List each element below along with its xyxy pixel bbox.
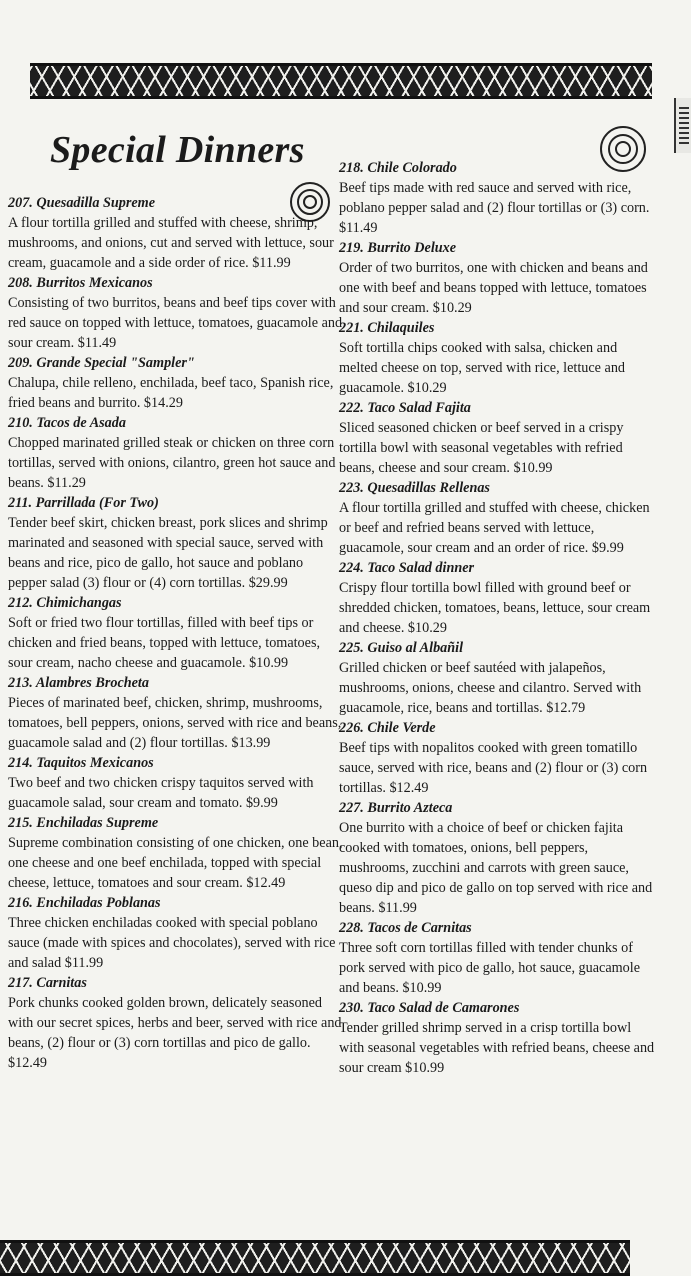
menu-item-name: 213. Alambres Brocheta <box>8 675 149 691</box>
menu-item-name: 219. Burrito Deluxe <box>339 240 457 256</box>
menu-item-description: Sliced seasoned chicken or beef served in a crispy tortilla bowl with seasonal vegetables with refried beans, cheese and sour cream. $10.99 <box>339 420 624 476</box>
menu-item-description: Tender grilled shrimp served in a crisp tortilla bowl with seasonal vegetables with refried beans, cheese and sour cream $10.99 <box>339 1020 655 1076</box>
menu-item-description: Supreme combination consisting of one chicken, one bean, one cheese and one beef enchilada, topped with special cheese, lettuce, tomatoes and sour cream. $12.49 <box>8 835 343 891</box>
menu-item-name: 207. Quesadilla Supreme <box>8 195 156 211</box>
decorative-border-top <box>30 63 652 99</box>
menu-item-description: Three chicken enchiladas cooked with special poblano sauce (made with spices and chocolates), served with rice and salad $11.99 <box>8 915 336 971</box>
menu-item-description: Grilled chicken or beef sautéed with jalapeños, mushrooms, onions, cheese and cilantro. Served with guacamole, rice, beans and tortillas. $12.79 <box>339 660 642 716</box>
page-edge-tab <box>674 98 691 153</box>
menu-item-name: 223. Quesadillas Rellenas <box>339 480 490 496</box>
menu-item-description: Chalupa, chile relleno, enchilada, beef taco, Spanish rice, fried beans and burrito. $14.29 <box>8 375 334 411</box>
menu-item <box>339 638 657 718</box>
menu-item-description: A flour tortilla grilled and stuffed with cheese, shrimp, mushrooms, and onions, cut and served with lettuce, sour cream, guacamole and a side order of rice. $11.99 <box>8 215 334 271</box>
menu-item-name: 227. Burrito Azteca <box>339 800 453 816</box>
menu-item-name: 226. Chile Verde <box>339 720 436 736</box>
menu-item-name: 215. Enchiladas Supreme <box>8 815 159 831</box>
menu-item <box>339 798 657 918</box>
menu-column-right <box>339 158 657 1078</box>
menu-item-description: Consisting of two burritos, beans and beef tips cover with red sauce on topped with lettuce, tomatoes, guacamole and sour cream. $11.49 <box>8 295 343 351</box>
menu-item-description: Chopped marinated grilled steak or chicken on three corn tortillas, served with onions, cilantro, green hot sauce and beans. $11.29 <box>8 435 336 491</box>
menu-item-description: Soft or fried two flour tortillas, filled with beef tips or chicken and fried beans, topped with lettuce, tomatoes, sour cream, nacho cheese and guacamole. $10.99 <box>8 615 321 671</box>
menu-item-name: 218. Chile Colorado <box>339 160 457 176</box>
menu-item-name: 225. Guiso al Albañil <box>339 640 464 656</box>
menu-item-name: 214. Taquitos Mexicanos <box>8 755 154 771</box>
menu-item <box>339 318 657 398</box>
menu-item-name: 209. Grande Special "Sampler" <box>8 355 195 371</box>
menu-item <box>339 158 657 238</box>
menu-item-name: 217. Carnitas <box>8 975 87 991</box>
menu-item <box>8 493 343 593</box>
menu-item <box>8 353 343 413</box>
menu-item-description: Order of two burritos, one with chicken and beans and one with beef and beans topped with lettuce, tomatoes and sour cream. $10.29 <box>339 260 648 316</box>
menu-item-description: Beef tips made with red sauce and served with rice, poblano pepper salad and (2) flour tortillas or (3) corn. $11.49 <box>339 180 650 236</box>
menu-item <box>8 813 343 893</box>
menu-item <box>339 718 657 798</box>
menu-item-name: 222. Taco Salad Fajita <box>339 400 471 416</box>
menu-item <box>8 673 343 753</box>
menu-item-name: 228. Tacos de Carnitas <box>339 920 472 936</box>
menu-item-name: 208. Burritos Mexicanos <box>8 275 153 291</box>
menu-item <box>8 753 343 813</box>
menu-item-name: 221. Chilaquiles <box>339 320 435 336</box>
menu-item-description: Crispy flour tortilla bowl filled with ground beef or shredded chicken, tomatoes, beans, lettuce, sour cream and cheese. $10.29 <box>339 580 651 636</box>
menu-column-left <box>8 193 343 1073</box>
menu-item-name: 224. Taco Salad dinner <box>339 560 475 576</box>
page-title: Special Dinners <box>50 129 305 171</box>
menu-item <box>8 893 343 973</box>
menu-item-name: 212. Chimichangas <box>8 595 122 611</box>
menu-item-description: Tender beef skirt, chicken breast, pork slices and shrimp marinated and seasoned with special sauce, served with beans and rice, pico de gallo, hot sauce and poblano pepper salad (3) flour or (4) corn tortillas. $29.99 <box>8 515 328 591</box>
menu-item <box>339 998 657 1078</box>
decorative-border-bottom <box>0 1240 630 1276</box>
menu-item-description: One burrito with a choice of beef or chicken fajita cooked with tomatoes, onions, bell peppers, mushrooms, zucchini and carrots with green sauce, queso dip and pico de gallo on top served with rice and beans. $11.99 <box>339 820 653 916</box>
menu-item-name: 230. Taco Salad de Camarones <box>339 1000 520 1016</box>
menu-item <box>8 593 343 673</box>
menu-item <box>339 558 657 638</box>
menu-item <box>339 398 657 478</box>
menu-item-description: Pork chunks cooked golden brown, delicately seasoned with our secret spices, herbs and beer, served with rice and beans, (2) flour or (3) corn tortillas and pico de gallo. $12.49 <box>8 995 342 1071</box>
menu-item-description: Beef tips with nopalitos cooked with green tomatillo sauce, served with rice, beans and (2) flour or (3) corn tortillas. $12.49 <box>339 740 648 796</box>
menu-item-description: Soft tortilla chips cooked with salsa, chicken and melted cheese on top, served with rice, lettuce and guacamole. $10.29 <box>339 340 626 396</box>
menu-item <box>339 238 657 318</box>
menu-item-name: 216. Enchiladas Poblanas <box>8 895 161 911</box>
menu-item-description: A flour tortilla grilled and stuffed with cheese, chicken or beef and refried beans served with lettuce, guacamole, sour cream and an order of rice. $9.99 <box>339 500 650 556</box>
menu-item-name: 211. Parrillada (For Two) <box>8 495 159 511</box>
menu-item-description: Two beef and two chicken crispy taquitos served with guacamole salad, sour cream and tomato. $9.99 <box>8 775 314 811</box>
menu-item <box>339 478 657 558</box>
menu-item-description: Pieces of marinated beef, chicken, shrimp, mushrooms, tomatoes, bell peppers, onions, served with rice and beans, guacamole salad and (2) flour tortillas. $13.99 <box>8 695 342 751</box>
menu-item <box>339 918 657 998</box>
menu-item-description: Three soft corn tortillas filled with tender chunks of pork served with pico de gallo, hot sauce, guacamole and beans. $10.99 <box>339 940 640 996</box>
menu-item-name: 210. Tacos de Asada <box>8 415 126 431</box>
menu-item <box>8 973 343 1073</box>
menu-item <box>8 193 343 273</box>
menu-item <box>8 413 343 493</box>
menu-item <box>8 273 343 353</box>
